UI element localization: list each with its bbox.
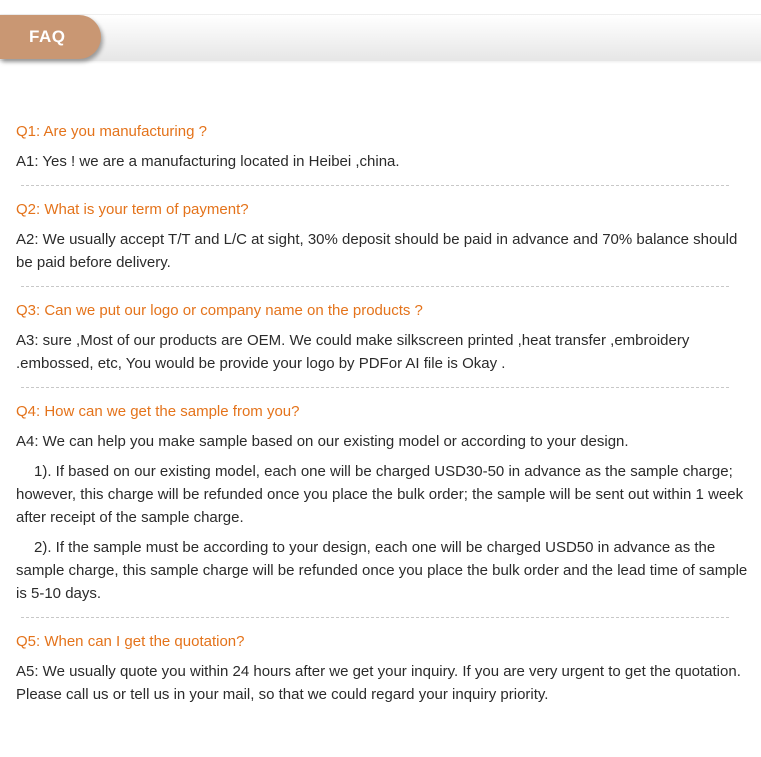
faq-header-bar [0,14,761,61]
answer-4-point-2: 2). If the sample must be according to your design, each one will be charged USD50 in advance as the sample charge, this sample charge will be refunded once you place the bulk order and the lead time of sample is 5-10 days. [16,539,748,602]
divider [21,185,729,186]
faq-item-4 [16,400,751,605]
answer-5: A5: We usually quote you within 24 hours after we get your inquiry. If you are very urgent to get the quotation. Please call us or tell us in your mail, so that we could regard your inquiry priority. [16,663,741,703]
faq-title: FAQ [29,27,66,46]
answer-4: A4: We can help you make sample based on our existing model or according to your design. [16,433,629,450]
faq-item-5 [16,630,751,706]
answer-4-point-1: 1). If based on our existing model, each one will be charged USD30-50 in advance as the sample charge; however, this charge will be refunded once you place the bulk order; the sample will be sent out within 1 week after receipt of the sample charge. [16,463,744,526]
answer-3: A3: sure ,Most of our products are OEM. We could make silkscreen printed ,heat transfer ,embroidery .embossed, etc, You would be provide your logo by PDFor AI file is Okay . [16,332,690,372]
faq-item-2 [16,198,751,274]
question-3: Q3: Can we put our logo or company name on the products ? [16,302,423,319]
divider [21,387,729,388]
faq-title-badge [0,15,101,59]
divider [21,617,729,618]
answer-2: A2: We usually accept T/T and L/C at sight, 30% deposit should be paid in advance and 70% balance should be paid before delivery. [16,231,738,271]
question-1: Q1: Are you manufacturing ? [16,123,207,140]
divider [21,286,729,287]
faq-item-1 [16,120,751,173]
question-5: Q5: When can I get the quotation? [16,633,245,650]
faq-list [16,120,751,706]
answer-1: A1: Yes ! we are a manufacturing located in Heibei ,china. [16,153,400,170]
question-4: Q4: How can we get the sample from you? [16,403,300,420]
question-2: Q2: What is your term of payment? [16,201,249,218]
faq-item-3 [16,299,751,375]
